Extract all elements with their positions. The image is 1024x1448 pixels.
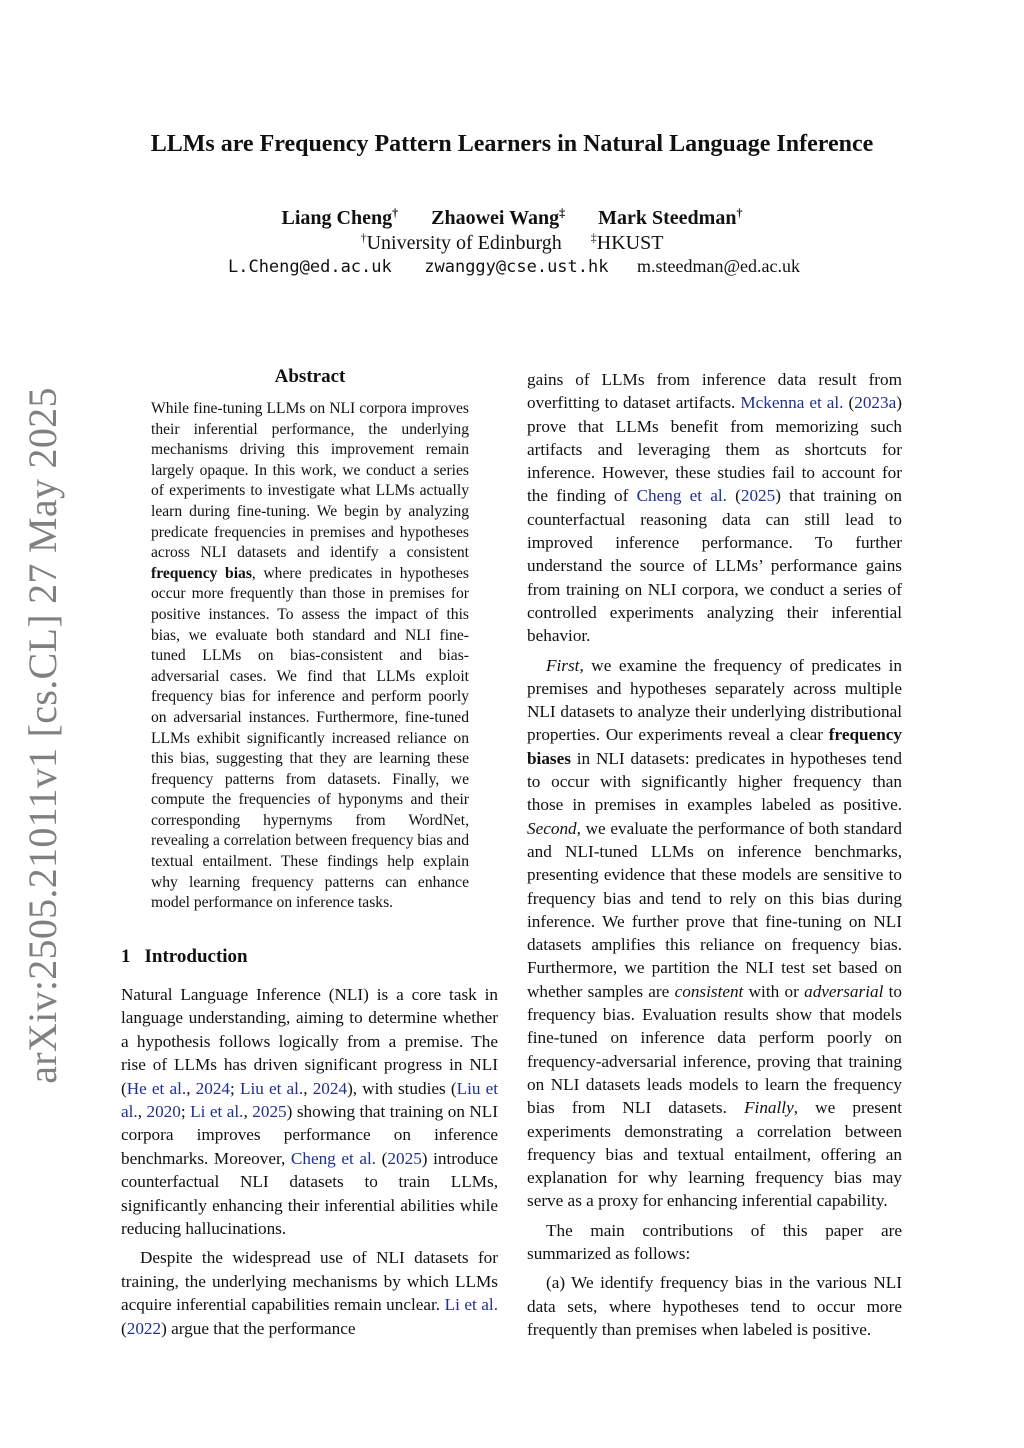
abstract-body: While fine-tuning LLMs on NLI corpora improves their inferential performance, the underlying mechanisms driving this improvement remain largely opaque. In this work, we conduct a series of experiments to investigate what LLMs actually learn during fine-tuning. We begin by analyzing predicate frequencies in premises and hypotheses across NLI datasets and identify a consistent frequency bias, where predicates in hypotheses occur more frequently than those in premises for positive instances. To assess the impact of this bias, we evaluate both standard and NLI fine-tuned LLMs on bias-consistent and bias-adversarial cases. We find that LLMs exploit frequency bias for inference and perform poorly on adversarial instances. Furthermore, fine-tuned LLMs exhibit significantly increased reliance on this bias, suggesting that they are learning these frequency patterns from datasets. Finally, we compute the frequencies of hyponyms and their corresponding hypernyms from WordNet, revealing a correlation between frequency bias and textual entailment. These findings help explain why learning frequency patterns can enhance model performance on inference tasks. [151, 400, 469, 912]
arxiv-id: arXiv:2505.21011v1 [cs.CL] 27 May 2025 [19, 386, 65, 1084]
citation-link[interactable]: 2025 [252, 1102, 287, 1122]
email-link[interactable]: m.steedman@ed.ac.uk [636, 256, 801, 276]
paragraph: The main contributions of this paper are summarized as follows: [527, 1220, 902, 1263]
right-column [527, 368, 902, 1341]
paragraph: Despite the widespread use of NLI datasets for training, the underlying mechanisms by which LLMs acquire inferential capabilities remain unclear. Li et al. (2022) argue that the performance [121, 1248, 498, 1338]
affiliations [0, 230, 1024, 255]
affiliation: †University of Edinburgh [360, 230, 562, 254]
email-link[interactable]: zwanggy@cse.ust.hk [424, 257, 609, 277]
paragraph: gains of LLMs from inference data result from overfitting to dataset artifacts. Mckenna et al. (2023a) prove that LLMs benefit from memorizing such artifacts and leveraging them as shortcuts for inference. However, these studies fail to account for the finding of Cheng et al. (2025) that training on counterfactual reasoning data can still lead to improved inference performance. To further understand the source of LLMs’ performance gains from training on NLI corpora, we conduct a series of controlled experiments analyzing their inferential behavior. [527, 370, 902, 646]
paper-title: LLMs are Frequency Pattern Learners in Natural Language Inference [150, 131, 874, 157]
citation-link[interactable]: Liu et al. [239, 1078, 304, 1098]
citation-link[interactable]: 2024 [195, 1078, 231, 1098]
author: Liang Cheng† [281, 205, 399, 229]
citation-link[interactable]: Mckenna et al. [740, 393, 844, 413]
affiliation: ‡HKUST [590, 230, 664, 254]
citation-link[interactable]: 2025 [387, 1148, 422, 1168]
citation-link[interactable]: 2020 [146, 1102, 181, 1122]
citation-link[interactable]: 2022 [126, 1318, 162, 1338]
paragraph: First, we examine the frequency of predicates in premises and hypotheses separately across multiple NLI datasets to analyze their underlying distributional properties. Our experiments reveal a clear frequency biases in NLI datasets: predicates in hypotheses tend to occur with significantly higher frequency than those in premises in examples labeled as positive. Second, we evaluate the performance of both standard and NLI-tuned LLMs on inference benchmarks, presenting evidence that these models are sensitive to frequency bias and tend to rely on this bias during inference. We further prove that fine-tuning on NLI datasets amplifies this reliance on frequency bias. Furthermore, we partition the NLI test set based on whether samples are consistent with or adversarial to frequency bias. Evaluation results show that models fine-tuned on inference data perform poorly on frequency-adversarial inference, proving that training on NLI datasets leads models to learn the frequency bias from NLI datasets. Finally, we present experiments demonstrating a correlation between frequency bias and textual entailment, offering an explanation for why learning frequency bias may serve as a proxy for enhancing inferential capability. [527, 655, 903, 1211]
abstract-heading: Abstract [274, 366, 346, 387]
citation-link[interactable]: 2024 [312, 1078, 348, 1098]
citation-link[interactable]: Cheng et al. [290, 1148, 377, 1168]
paragraph: (a) We identify frequency bias in the various NLI data sets, where hypotheses tend to occur more frequently than premises when labeled is positive. [527, 1273, 902, 1339]
citation-link[interactable]: He et al. [126, 1078, 187, 1098]
paragraph: Natural Language Inference (NLI) is a core task in language understanding, aiming to determine whether a hypothesis follows logically from a premise. The rise of LLMs has driven significant progress in NLI (He et al., 2024; Liu et al., 2024), with studies (Liu et al., 2020; Li et al., 2025) showing that training on NLI corpora improves performance on inference benchmarks. Moreover, Cheng et al. (2025) introduce counterfactual NLI datasets to train LLMs, significantly enhancing their inferential abilities while reducing hallucinations. [121, 985, 499, 1239]
author: Mark Steedman† [598, 205, 743, 229]
citation-link[interactable]: 2023a [854, 393, 897, 413]
citation-link[interactable]: Li et al. [190, 1102, 244, 1122]
section-heading: 1 Introduction [121, 946, 248, 967]
arxiv-stamp [8, 386, 76, 1084]
citation-link[interactable]: Liu et al. [121, 1078, 499, 1122]
citation-link[interactable]: 2025 [740, 486, 776, 506]
email-link[interactable]: L.Cheng@ed.ac.uk [227, 257, 392, 277]
author: Zhaowei Wang‡ [431, 205, 566, 229]
citation-link[interactable]: Li et al. [444, 1295, 498, 1315]
emails [0, 256, 1024, 277]
author-list [0, 205, 1024, 230]
intro-left-column [121, 983, 498, 1340]
citation-link[interactable]: Cheng et al. [636, 486, 727, 506]
